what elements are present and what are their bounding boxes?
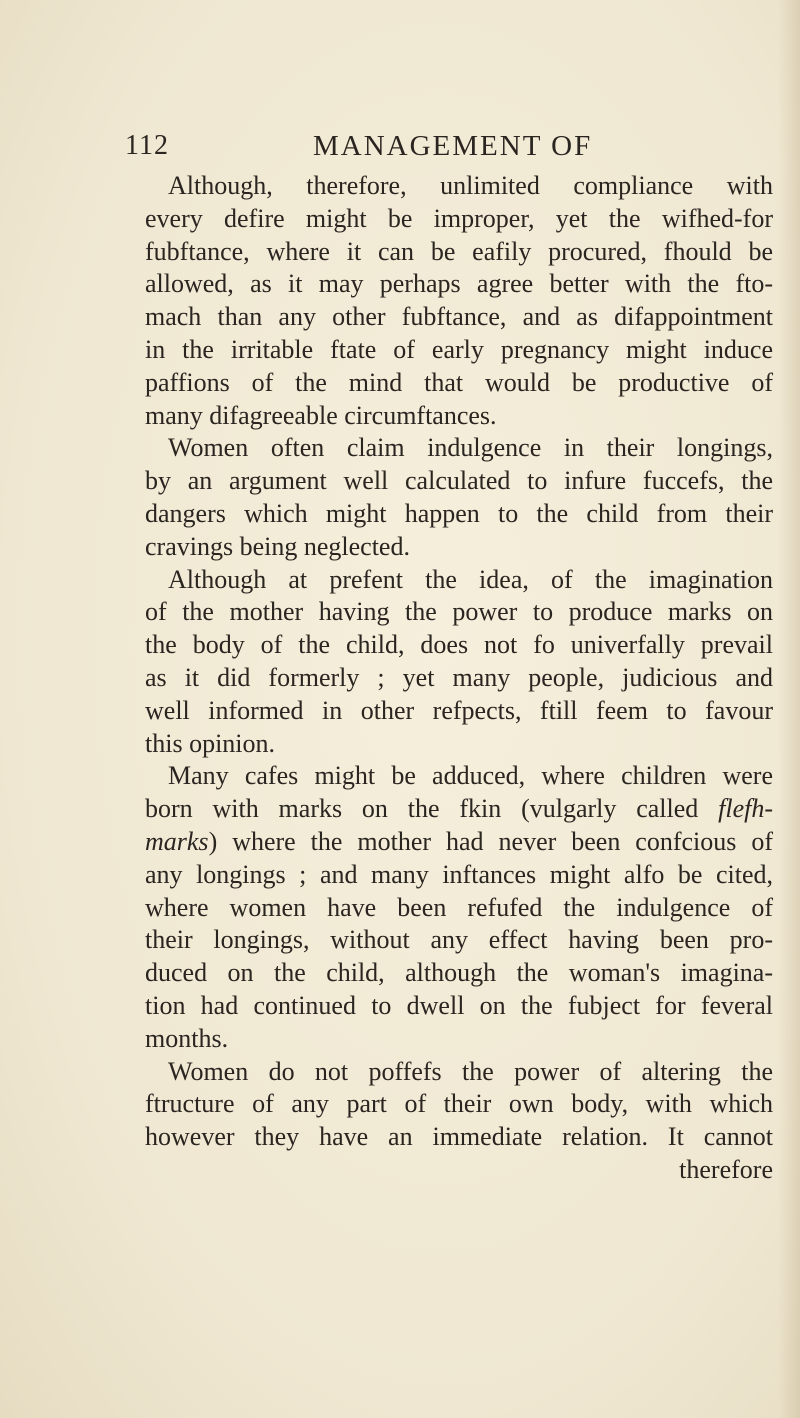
- text-line: [145, 859, 773, 892]
- line-text: the body of the child, does not fo univerfally prevail: [145, 630, 773, 660]
- line-text: where women have been refufed the indulgence of: [145, 892, 773, 922]
- text-line: [145, 400, 773, 433]
- text-line: [145, 695, 773, 728]
- line-text: Although, therefore, unlimited compliance with: [168, 171, 773, 200]
- text-line: [145, 301, 773, 334]
- text-line: [145, 498, 773, 531]
- line-text: their longings, without any effect having been pro-: [145, 925, 773, 955]
- text-line: [145, 596, 773, 629]
- line-text: cravings being neglected.: [145, 531, 410, 561]
- text-line: [145, 793, 773, 826]
- text-line: [145, 465, 773, 498]
- line-text: duced on the child, although the woman's imagina-: [145, 958, 773, 988]
- line-text: months.: [145, 1023, 229, 1053]
- text-line: [145, 203, 773, 236]
- text-line: [168, 760, 773, 793]
- page-header: [125, 130, 685, 170]
- line-text: in the irritable ftate of early pregnancy might induce: [145, 334, 773, 364]
- line-text: allowed, as it may perhaps agree better with the fto-: [145, 269, 773, 299]
- line-text: therefore: [679, 1154, 773, 1184]
- line-text: ftructure of any part of their own body, with which: [145, 1089, 773, 1119]
- line-text: fubftance, where it can be eafily procured, fhould be: [145, 236, 773, 266]
- page-edge-shadow: [778, 0, 800, 1418]
- line-text: as it did formerly ; yet many people, judicious and: [145, 662, 773, 692]
- line-italic-text: marks: [145, 826, 209, 856]
- line-text: Women do not poffefs the power of altering the: [168, 1056, 773, 1086]
- catchword: [145, 1154, 773, 1187]
- line-text: tion had continued to dwell on the fubject for feveral: [145, 990, 773, 1020]
- text-line: [145, 1023, 773, 1056]
- line-text: every defire might be improper, yet the wifhed-for: [145, 203, 773, 233]
- text-line: [145, 1121, 773, 1154]
- text-line: [145, 236, 773, 269]
- line-text: Although at prefent the idea, of the imagination: [168, 564, 773, 594]
- line-text: any longings ; and many inftances might alfo be cited,: [145, 859, 773, 889]
- line-text: born with marks on the fkin (vulgarly called: [145, 794, 719, 824]
- text-line: [145, 1088, 773, 1121]
- text-line: [145, 892, 773, 925]
- text-line: [145, 662, 773, 695]
- line-text: many difagreeable circumftances.: [145, 400, 497, 430]
- text-line: [168, 564, 773, 597]
- text-line: [145, 826, 773, 859]
- page-number: 112: [125, 130, 169, 161]
- body-text: [145, 170, 773, 1187]
- text-line: [145, 924, 773, 957]
- line-text: Many cafes might be adduced, where children were: [168, 761, 773, 791]
- text-line: [145, 334, 773, 367]
- line-text: of the mother having the power to produce marks on: [145, 597, 773, 627]
- text-line: [145, 728, 773, 761]
- text-line: [168, 170, 773, 203]
- text-line: [145, 629, 773, 662]
- line-text: by an argument well calculated to infure fuccefs, the: [145, 466, 773, 496]
- text-line: [145, 268, 773, 301]
- running-title: MANAGEMENT OF: [313, 130, 593, 162]
- text-line: [145, 367, 773, 400]
- line-text-after: ) where the mother had never been confcious of: [208, 826, 773, 856]
- line-text: well informed in other refpects, ftill feem to favour: [145, 695, 773, 725]
- line-italic-text: flefh-: [718, 794, 773, 824]
- text-line: [168, 1056, 773, 1089]
- text-line: [168, 432, 773, 465]
- line-text: this opinion.: [145, 728, 276, 758]
- line-text: mach than any other fubftance, and as difappointment: [145, 302, 773, 332]
- line-text: dangers which might happen to the child from their: [145, 498, 773, 528]
- line-text: paffions of the mind that would be productive of: [145, 367, 773, 397]
- text-line: [145, 990, 773, 1023]
- line-text: however they have an immediate relation. It cannot: [145, 1122, 773, 1152]
- line-text: Women often claim indulgence in their longings,: [168, 433, 773, 463]
- text-line: [145, 957, 773, 990]
- text-line: [145, 531, 773, 564]
